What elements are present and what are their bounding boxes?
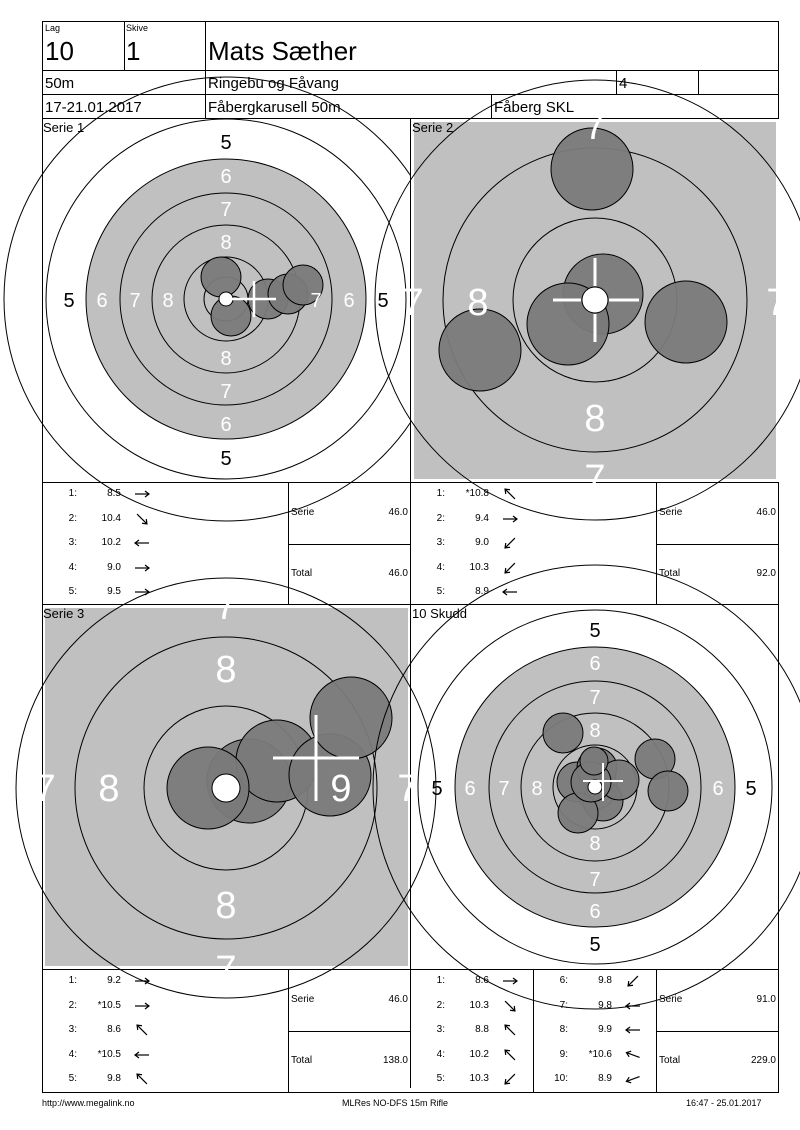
summary-divider xyxy=(288,1031,410,1032)
class-value: 4 xyxy=(619,75,628,92)
shot-number: 9: xyxy=(559,1048,568,1060)
direction-arrow-icon xyxy=(624,1023,640,1037)
svg-text:6: 6 xyxy=(220,166,232,188)
svg-text:5: 5 xyxy=(745,778,757,800)
skive-label: Skive xyxy=(126,23,149,33)
shot-number: 2: xyxy=(68,512,77,524)
skive-value: 1 xyxy=(126,36,141,66)
svg-text:8: 8 xyxy=(531,778,543,800)
svg-text:8: 8 xyxy=(220,348,232,370)
shot-number: 3: xyxy=(68,1024,77,1035)
svg-text:5: 5 xyxy=(589,620,601,642)
direction-arrow-icon xyxy=(133,1023,149,1037)
shot-row xyxy=(411,971,533,991)
shot-score: *10.5 xyxy=(97,1048,121,1060)
svg-text:8: 8 xyxy=(467,282,489,324)
serie-label: Serie xyxy=(291,507,315,518)
svg-text:7: 7 xyxy=(129,290,141,312)
direction-arrow-icon xyxy=(501,1023,517,1037)
shot-list-serie-3 xyxy=(43,971,287,1091)
svg-text:8: 8 xyxy=(589,833,601,855)
serie-value: 46.0 xyxy=(388,994,408,1005)
direction-arrow-icon xyxy=(624,1072,640,1086)
total-label: Total xyxy=(659,1055,681,1066)
serie-label: Serie xyxy=(659,507,683,518)
direction-arrow-icon xyxy=(133,974,149,988)
svg-text:5: 5 xyxy=(220,448,232,470)
shot-row xyxy=(534,1069,656,1089)
shot-number: 1: xyxy=(436,975,445,986)
club-name: Ringebu og Fåvang xyxy=(208,75,339,92)
shot-list-10-skudd-b xyxy=(534,971,656,1091)
serie-value: 91.0 xyxy=(756,994,776,1005)
shot-score: 9.8 xyxy=(598,975,612,986)
shot-row xyxy=(411,484,655,504)
summary-divider xyxy=(656,1031,779,1032)
total-value: 92.0 xyxy=(756,568,776,579)
header-divider xyxy=(42,70,779,71)
shot-row xyxy=(43,1069,287,1089)
shot-row xyxy=(411,509,655,529)
shot-number: 7: xyxy=(559,999,568,1011)
svg-text:5: 5 xyxy=(589,934,601,956)
lag-value: 10 xyxy=(45,36,74,66)
direction-arrow-icon xyxy=(501,1072,517,1086)
svg-text:7: 7 xyxy=(220,381,232,403)
distance: 50m xyxy=(45,75,75,92)
shot-score: 10.3 xyxy=(469,1073,489,1084)
shot-score: 9.4 xyxy=(475,512,489,524)
svg-text:5: 5 xyxy=(377,290,389,312)
shot-score: 9.0 xyxy=(475,537,489,548)
shot-score: 9.2 xyxy=(107,975,121,986)
shot-number: 1: xyxy=(68,488,77,499)
shot-row xyxy=(43,484,287,504)
svg-text:7: 7 xyxy=(215,586,237,628)
svg-text:8: 8 xyxy=(162,290,174,312)
event-name: Fåbergkarusell 50m xyxy=(208,99,341,116)
svg-text:6: 6 xyxy=(96,290,108,312)
target-10-skudd xyxy=(411,605,779,969)
organizer: Fåberg SKL xyxy=(494,99,575,116)
shot-number: 4: xyxy=(436,561,445,573)
header-divider xyxy=(124,21,125,70)
shot-score: 8.9 xyxy=(475,586,489,597)
shot-row xyxy=(43,509,287,529)
shot-list-serie-2 xyxy=(411,484,655,604)
shot-score: 10.2 xyxy=(469,1048,489,1060)
shot-number: 2: xyxy=(436,999,445,1011)
total-label: Total xyxy=(291,568,313,579)
svg-text:7: 7 xyxy=(766,282,788,324)
direction-arrow-icon xyxy=(133,561,149,575)
direction-arrow-icon xyxy=(501,585,517,599)
shot-number: 4: xyxy=(68,1048,77,1060)
shot-number: 2: xyxy=(436,512,445,524)
shot-row xyxy=(411,582,655,602)
series-label: Serie 2 xyxy=(412,120,454,135)
shot-row xyxy=(43,996,287,1016)
shot-score: 9.8 xyxy=(598,999,612,1011)
series-label: 10 Skudd xyxy=(412,606,467,621)
summary-divider xyxy=(288,544,410,545)
svg-text:7: 7 xyxy=(215,949,237,991)
direction-arrow-icon xyxy=(501,536,517,550)
direction-arrow-icon xyxy=(133,487,149,501)
shot-score: 8.6 xyxy=(107,1024,121,1035)
shot-number: 3: xyxy=(436,537,445,548)
shot-score: 9.8 xyxy=(107,1073,121,1084)
direction-arrow-icon xyxy=(501,561,517,575)
shot-row xyxy=(43,971,287,991)
shot-number: 4: xyxy=(68,561,77,573)
svg-text:7: 7 xyxy=(310,290,322,312)
shot-score: 9.5 xyxy=(107,586,121,597)
shot-score: 8.8 xyxy=(475,1024,489,1035)
svg-text:6: 6 xyxy=(589,653,601,675)
svg-text:6: 6 xyxy=(712,778,724,800)
svg-text:8: 8 xyxy=(220,232,232,254)
shot-row xyxy=(43,1045,287,1065)
header-divider xyxy=(616,70,617,94)
shot-number: 5: xyxy=(436,586,445,597)
shot-row xyxy=(411,558,655,578)
summary-divider xyxy=(656,482,657,604)
shot-number: 1: xyxy=(436,488,445,499)
shot-score: 8.6 xyxy=(475,975,489,986)
svg-text:9: 9 xyxy=(330,768,352,810)
svg-text:8: 8 xyxy=(215,649,237,691)
shot-row xyxy=(411,1045,533,1065)
shot-score: 10.4 xyxy=(101,512,121,524)
shot-row xyxy=(43,1020,287,1040)
svg-text:6: 6 xyxy=(464,778,476,800)
serie-value: 46.0 xyxy=(756,507,776,518)
serie-label: Serie xyxy=(659,994,683,1005)
svg-text:7: 7 xyxy=(589,869,601,891)
summary-divider xyxy=(288,482,289,604)
shot-row xyxy=(534,996,656,1016)
event-date: 17-21.01.2017 xyxy=(45,99,142,116)
serie-value: 46.0 xyxy=(388,507,408,518)
direction-arrow-icon xyxy=(501,487,517,501)
shot-row xyxy=(534,1020,656,1040)
shot-row xyxy=(411,533,655,553)
svg-text:6: 6 xyxy=(220,414,232,436)
shot-score: 10.3 xyxy=(469,561,489,573)
shot-number: 8: xyxy=(559,1024,568,1035)
shot-number: 6: xyxy=(559,975,568,986)
shot-number: 2: xyxy=(68,999,77,1011)
svg-text:6: 6 xyxy=(589,901,601,923)
shot-row xyxy=(43,533,287,553)
panel-divider xyxy=(42,969,779,970)
lag-label: Lag xyxy=(45,23,61,33)
footer-url: http://www.megalink.no xyxy=(42,1098,135,1108)
svg-text:6: 6 xyxy=(343,290,355,312)
footer-timestamp: 16:47 - 25.01.2017 xyxy=(686,1098,762,1108)
shot-score: *10.5 xyxy=(97,999,121,1011)
shot-score: 10.3 xyxy=(469,999,489,1011)
svg-text:7: 7 xyxy=(220,199,232,221)
shot-score: 9.0 xyxy=(107,561,121,573)
shot-row xyxy=(411,996,533,1016)
shot-number: 5: xyxy=(68,1073,77,1084)
direction-arrow-icon xyxy=(624,999,640,1013)
shot-row xyxy=(534,971,656,991)
direction-arrow-icon xyxy=(624,974,640,988)
direction-arrow-icon xyxy=(501,512,517,526)
direction-arrow-icon xyxy=(501,1048,517,1062)
shot-score: *10.6 xyxy=(588,1048,612,1060)
shot-score: 10.2 xyxy=(101,537,121,548)
ring-number-5-top: 5 xyxy=(220,132,232,154)
footer-program: MLRes NO-DFS 15m Rifle xyxy=(342,1098,449,1108)
header-divider xyxy=(42,94,779,95)
shot-list-serie-1 xyxy=(43,484,287,604)
total-label: Total xyxy=(659,568,681,579)
shot-row xyxy=(43,582,287,602)
direction-arrow-icon xyxy=(624,1048,640,1062)
shot-number: 5: xyxy=(436,1073,445,1084)
shot-number: 3: xyxy=(68,537,77,548)
svg-text:7: 7 xyxy=(584,458,606,500)
panel-divider xyxy=(42,482,779,483)
svg-text:8: 8 xyxy=(589,720,601,742)
svg-text:7: 7 xyxy=(589,687,601,709)
shot-score: *10.8 xyxy=(465,488,489,499)
shot-number: 4: xyxy=(436,1048,445,1060)
svg-text:7: 7 xyxy=(397,768,419,810)
shot-list-10-skudd-a xyxy=(411,971,533,1091)
header-divider xyxy=(205,21,206,118)
shot-score: 8.5 xyxy=(107,488,121,499)
svg-text:8: 8 xyxy=(98,768,120,810)
direction-arrow-icon xyxy=(133,1072,149,1086)
direction-arrow-icon xyxy=(133,585,149,599)
direction-arrow-icon xyxy=(133,536,149,550)
svg-text:7: 7 xyxy=(402,282,424,324)
shot-number: 1: xyxy=(68,975,77,986)
shot-row xyxy=(43,558,287,578)
svg-text:8: 8 xyxy=(215,885,237,927)
shot-number: 10: xyxy=(554,1073,568,1084)
total-value: 138.0 xyxy=(382,1055,408,1066)
total-value: 229.0 xyxy=(750,1055,776,1066)
series-label: Serie 1 xyxy=(43,120,85,135)
shot-number: 5: xyxy=(68,586,77,597)
summary-divider xyxy=(656,544,779,545)
serie-label: Serie xyxy=(291,994,315,1005)
shot-score: 8.9 xyxy=(598,1073,612,1084)
shot-row xyxy=(411,1069,533,1089)
shot-row xyxy=(411,1020,533,1040)
direction-arrow-icon xyxy=(501,999,517,1013)
direction-arrow-icon xyxy=(501,974,517,988)
shot-score: 9.9 xyxy=(598,1024,612,1035)
shot-row xyxy=(534,1045,656,1065)
svg-text:5: 5 xyxy=(63,290,75,312)
shot-number: 3: xyxy=(436,1024,445,1035)
total-value: 46.0 xyxy=(388,568,408,579)
svg-text:5: 5 xyxy=(431,778,443,800)
target-serie-1 xyxy=(43,119,410,482)
shooter-name: Mats Sæther xyxy=(208,36,357,66)
header-divider xyxy=(698,70,699,94)
direction-arrow-icon xyxy=(133,999,149,1013)
svg-text:7: 7 xyxy=(584,106,606,148)
direction-arrow-icon xyxy=(133,1048,149,1062)
svg-text:7: 7 xyxy=(34,768,56,810)
direction-arrow-icon xyxy=(133,512,149,526)
svg-text:7: 7 xyxy=(498,778,510,800)
svg-text:8: 8 xyxy=(584,398,606,440)
total-label: Total xyxy=(291,1055,313,1066)
series-label: Serie 3 xyxy=(43,606,85,621)
